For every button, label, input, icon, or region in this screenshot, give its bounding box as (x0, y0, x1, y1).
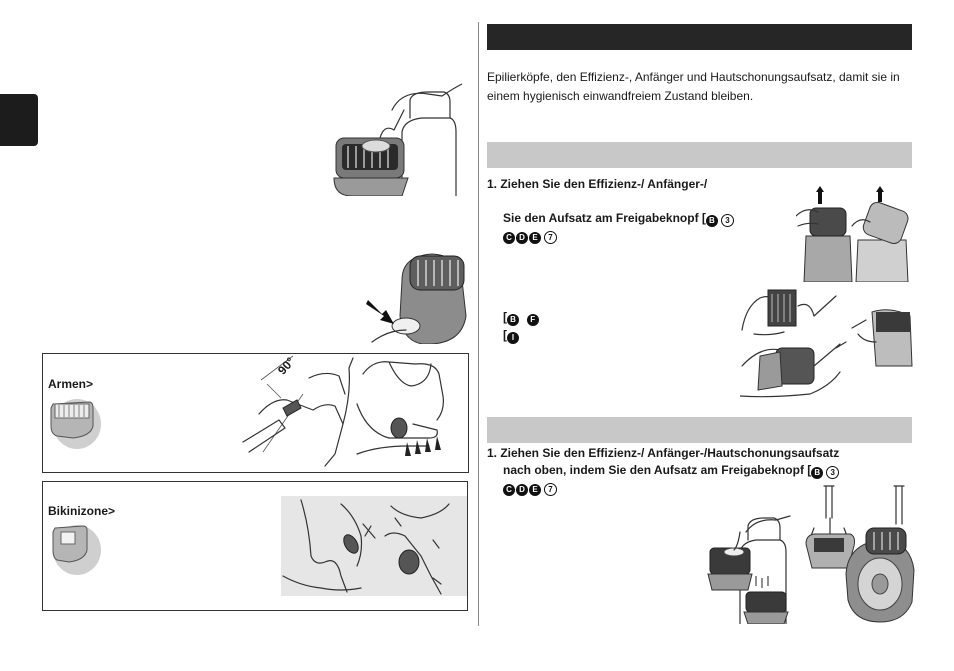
subheader-bar-2 (487, 417, 912, 443)
ref-72-icon: 7 (544, 483, 557, 496)
step1-sub-text: Sie den Aufsatz am Freigabeknopf [ (503, 211, 706, 225)
bikini-box (42, 481, 468, 611)
brush-epilator-illustration (804, 484, 918, 624)
subheader-bar-1 (487, 142, 912, 168)
bracket-2: [ (503, 328, 507, 342)
ref-b3-icon: B (811, 467, 823, 479)
ref-b-icon: B (706, 215, 718, 227)
ref-f-icon: F (527, 314, 539, 326)
ref-c-icon: C (503, 232, 515, 244)
step1-sub (503, 211, 734, 227)
ref-3-icon: 3 (721, 214, 734, 227)
bikini-epilation-illustration (281, 496, 467, 596)
arm-epilation-illustration (239, 354, 467, 471)
ref-d-icon: D (516, 232, 528, 244)
cleaning-illustration (332, 80, 462, 196)
brush-cleaning-illustration (740, 286, 916, 404)
bikini-label: Bikinizone> (48, 504, 116, 518)
head-attachment-icon (49, 394, 101, 450)
ref-i-icon: I (507, 332, 519, 344)
section-header-bar (487, 24, 912, 50)
ref-33-icon: 3 (826, 466, 839, 479)
step2-refs (503, 480, 557, 496)
step2-line2-text: nach oben, indem Sie den Aufsatz am Freigabeknopf [ (503, 463, 812, 477)
ref-c2-icon: C (503, 484, 515, 496)
step2-title: 1. Ziehen Sie den Effizienz-/ Anfänger-/Hautschonungsaufsatz (487, 446, 840, 460)
ref-d2-icon: D (516, 484, 528, 496)
epilator-illustration (362, 246, 472, 344)
bracket-1: [ (503, 310, 507, 324)
bikini-attachment-icon (49, 520, 101, 576)
ref-line-b-f (503, 310, 540, 326)
section-tab (0, 94, 38, 146)
step2-line2 (503, 463, 839, 479)
step1-title: 1. Ziehen Sie den Effizienz-/ Anfänger-/ (487, 177, 708, 191)
column-divider (478, 22, 479, 626)
ref-e2-icon: E (529, 484, 541, 496)
step1-refs (503, 228, 557, 244)
ref-b2-icon: B (507, 314, 519, 326)
arms-label: Armen> (48, 377, 94, 391)
ref-e-icon: E (529, 232, 541, 244)
remove-attachment-illustration (796, 186, 914, 282)
angle-label: 90° (275, 354, 298, 378)
arms-box (42, 353, 469, 473)
oil-cleaning-illustration (706, 512, 802, 624)
intro-text: Epilierköpfe, den Effizienz-, Anfänger und Hautschonungsaufsatz, damit sie in einem hygienisch einwandfreiem Zustand bleiben. (487, 70, 900, 103)
ref-7-icon: 7 (544, 231, 557, 244)
ref-line-i (503, 328, 520, 344)
